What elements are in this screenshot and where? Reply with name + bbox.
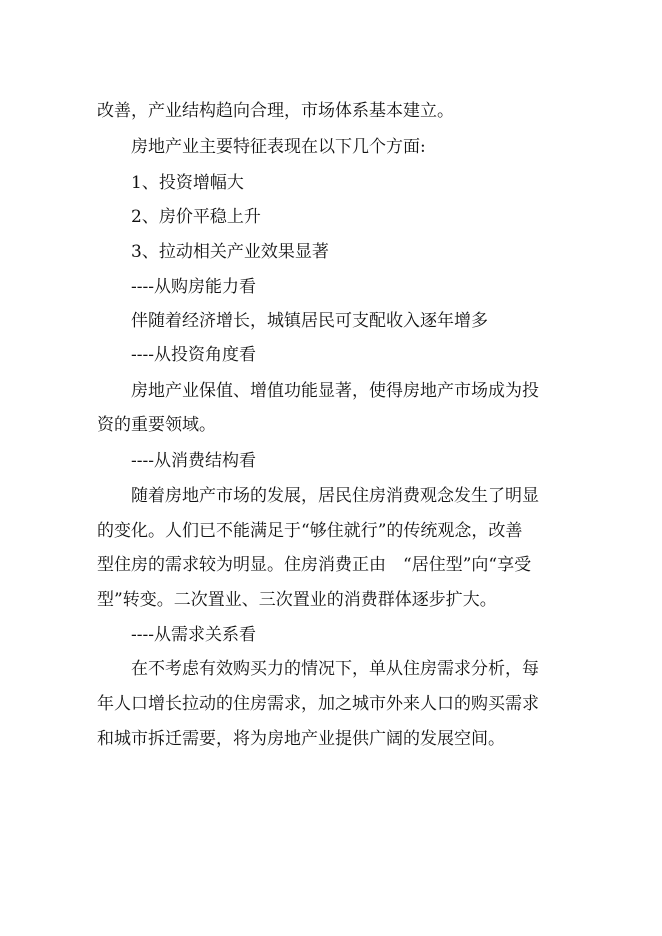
paragraph-continuation: 改善，产业结构趋向合理，市场体系基本建立。 (97, 101, 454, 121)
section-heading-consumption: ----从消费结构看 (131, 451, 256, 471)
paragraph-investment-line-2: 资的重要领域。 (97, 415, 216, 435)
feature-item-2: 2、房价平稳上升 (131, 207, 261, 227)
paragraph-investment-line-1: 房地产业保值、增值功能显著，使得房地产市场成为投 (131, 381, 539, 401)
paragraph-demand-line-3: 和城市拆迁需要，将为房地产业提供广阔的发展空间。 (97, 729, 505, 749)
paragraph-consumption-line-4: 型”转变。二次置业、三次置业的消费群体逐步扩大。 (97, 590, 497, 610)
paragraph-demand-line-1: 在不考虑有效购买力的情况下，单从住房需求分析，每 (131, 659, 539, 679)
paragraph-consumption-line-2: 的变化。人们已不能满足于“够住就行”的传统观念，改善 (97, 521, 523, 541)
section-heading-demand: ----从需求关系看 (131, 625, 256, 645)
paragraph-consumption-line-3: 型住房的需求较为明显。住房消费正由 “居住型”向“享受 (97, 555, 532, 575)
features-intro: 房地产业主要特征表现在以下几个方面: (131, 137, 426, 157)
paragraph-consumption-line-1: 随着房地产市场的发展，居民住房消费观念发生了明显 (131, 486, 539, 506)
feature-item-3: 3、拉动相关产业效果显著 (131, 242, 329, 262)
section-heading-purchasing-power: ----从购房能力看 (131, 277, 256, 297)
paragraph-income-growth: 伴随着经济增长，城镇居民可支配收入逐年增多 (131, 311, 488, 331)
feature-item-1: 1、投资增幅大 (131, 173, 244, 193)
section-heading-investment: ----从投资角度看 (131, 345, 256, 365)
paragraph-demand-line-2: 年人口增长拉动的住房需求，加之城市外来人口的购买需求 (97, 694, 539, 714)
